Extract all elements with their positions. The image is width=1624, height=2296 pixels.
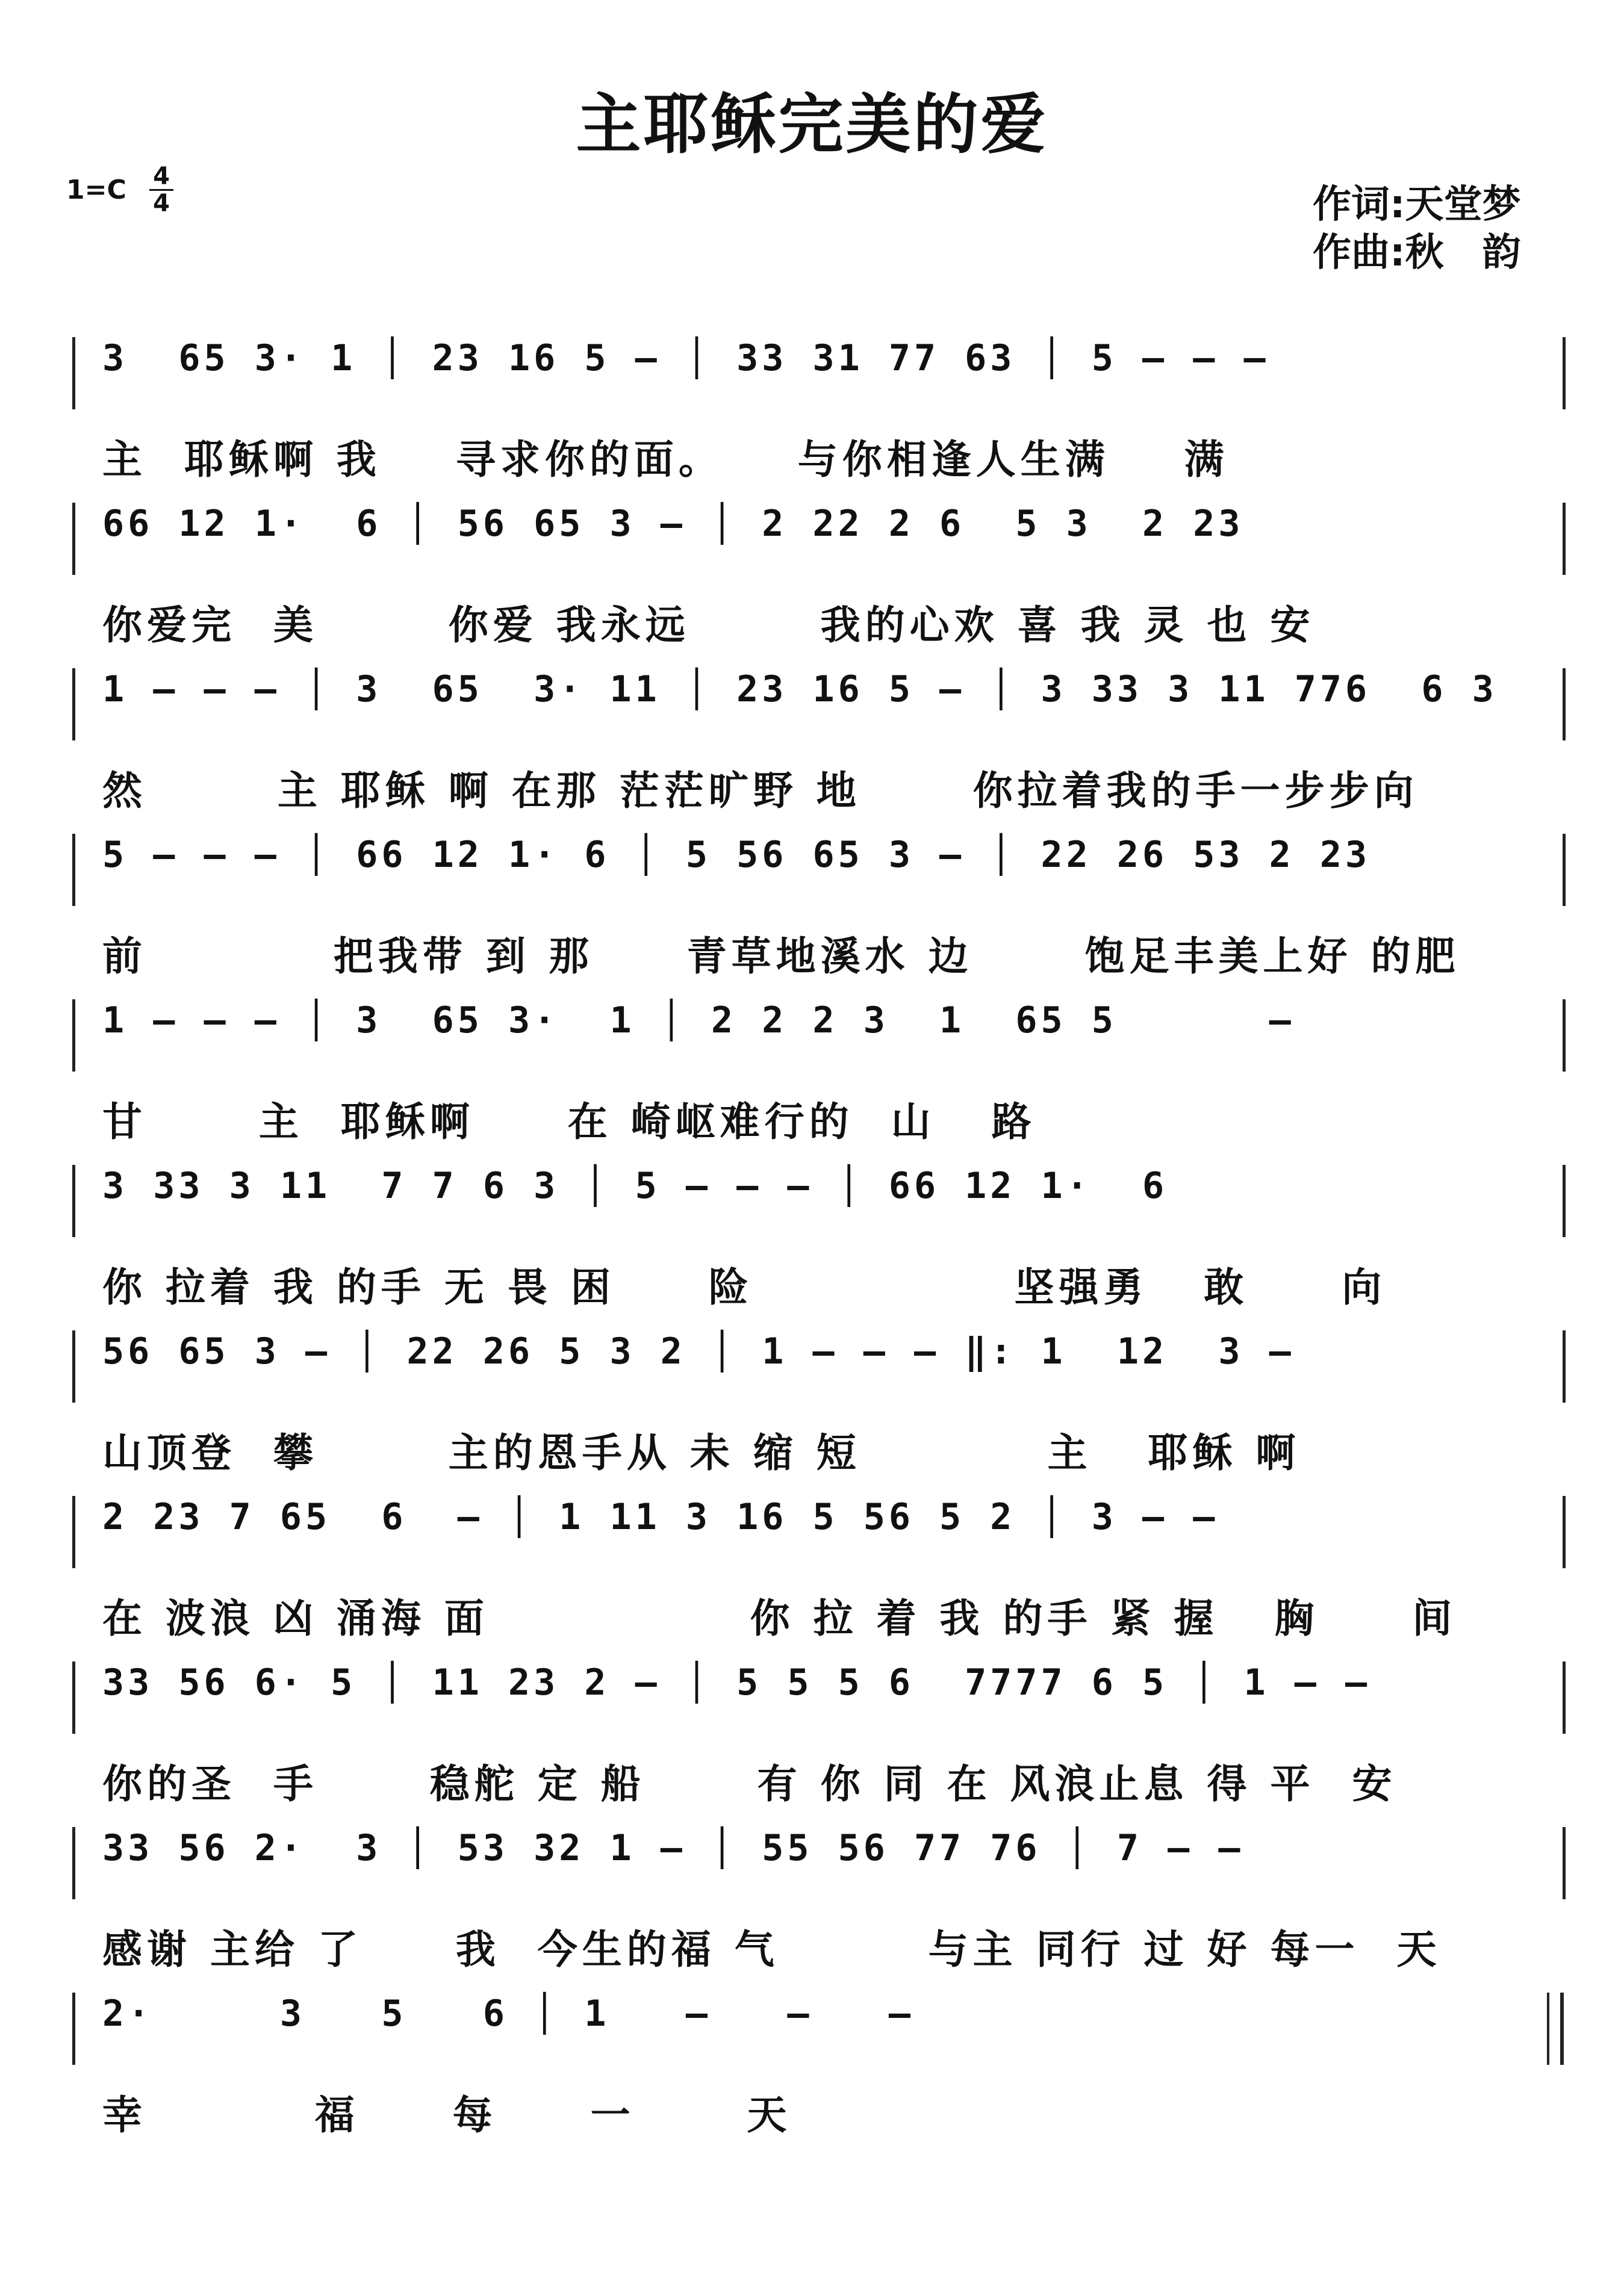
- row-notes: 1 – – – │ 3 65 3· 11 │ 23 16 5 – │ 3 33 3 11 776 6 3: [102, 668, 1498, 710]
- left-barline: [72, 1993, 75, 2065]
- key-label: 1=C: [66, 175, 126, 205]
- left-barline: [72, 1661, 75, 1734]
- lyricist: 作词:天堂梦: [1313, 182, 1521, 227]
- left-barline: [72, 834, 75, 906]
- row-notes: 5 – – – │ 66 12 1· 6 │ 5 56 65 3 – │ 22 26 53 2 23: [102, 834, 1371, 876]
- credits: [1313, 181, 1521, 277]
- row-notes: 1 – – – │ 3 65 3· 1 │ 2 2 2 3 1 65 5 –: [102, 999, 1295, 1041]
- key-signature: [66, 163, 170, 217]
- row-notes: 3 65 3· 1 │ 23 16 5 – │ 33 31 77 63 │ 5 – – –: [102, 337, 1269, 379]
- left-barline: [72, 1330, 75, 1403]
- row-lyrics: 你 拉着 我 的手 无 畏 困 险 坚强勇 敢 向: [102, 1264, 1387, 1311]
- time-top: 4: [153, 163, 170, 190]
- row-lyrics: 感谢 主给 了 我 今生的福 气 与主 同行 过 好 每一 天: [102, 1926, 1442, 1973]
- row-lyrics: 你的圣 手 稳舵 定 船 有 你 同 在 风浪止息 得 平 安: [102, 1761, 1397, 1807]
- row-notes: 56 65 3 – │ 22 26 5 3 2 │ 1 – – – ‖: 1 12 3 –: [102, 1330, 1295, 1373]
- composer: 作曲:秋 韵: [1313, 231, 1521, 275]
- left-barline: [72, 668, 75, 740]
- time-signature: [149, 164, 173, 216]
- row-notes: 66 12 1· 6 │ 56 65 3 – │ 2 22 2 6 5 3 2 23: [102, 503, 1244, 545]
- row-lyrics: 山顶登 攀 主的恩手从 未 缩 短 主 耶稣 啊: [102, 1430, 1301, 1476]
- left-barline: [72, 1165, 75, 1237]
- row-notes: 2 23 7 65 6 – │ 1 11 3 16 5 56 5 2 │ 3 – –: [102, 1496, 1219, 1538]
- left-barline: [72, 999, 75, 1072]
- row-notes: 33 56 2· 3 │ 53 32 1 – │ 55 56 77 76 │ 7 – –: [102, 1827, 1244, 1869]
- row-notes: 3 33 3 11 7 7 6 3 │ 5 – – – │ 66 12 1· 6: [102, 1165, 1168, 1207]
- time-bottom: 4: [149, 189, 173, 216]
- row-lyrics: 你爱完 美 你爱 我永远 我的心欢 喜 我 灵 也 安: [102, 602, 1315, 648]
- row-lyrics: 幸 福 每 一 天: [102, 2092, 792, 2138]
- row-notes: 33 56 6· 5 │ 11 23 2 – │ 5 5 5 6 7777 6 5 │ 1 – –: [102, 1661, 1371, 1704]
- left-barline: [72, 503, 75, 575]
- row-lyrics: 然 主 耶稣 啊 在那 茫茫旷野 地 你拉着我的手一步步向: [102, 768, 1419, 814]
- left-barline: [72, 1827, 75, 1899]
- left-barline: [72, 337, 75, 409]
- row-lyrics: 前 把我带 到 那 青草地溪水 边 饱足丰美上好 的肥: [102, 933, 1460, 979]
- row-lyrics: 在 波浪 凶 涌海 面 你 拉 着 我 的手 紧 握 胸 间: [102, 1595, 1457, 1642]
- row-lyrics: 主 耶稣啊 我 寻求你的面。 与你相逢人生满 满: [102, 436, 1229, 483]
- row-lyrics: 甘 主 耶稣啊 在 崎岖难行的 山 路: [102, 1099, 1036, 1145]
- song-title: 主耶稣完美的爱: [576, 87, 1048, 163]
- row-notes: 2· 3 5 6 │ 1 – – –: [102, 1993, 914, 2035]
- left-barline: [72, 1496, 75, 1568]
